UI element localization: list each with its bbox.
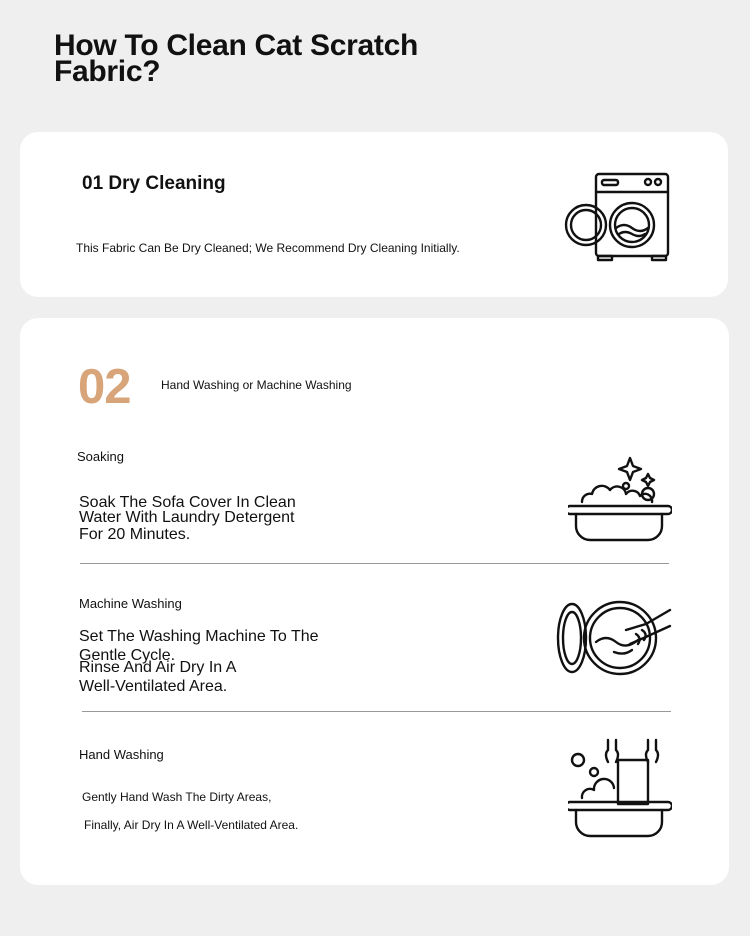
soaking-title: Soaking xyxy=(77,449,124,464)
washing-methods-card xyxy=(20,318,729,885)
machine-line-1: Set The Washing Machine To The xyxy=(79,628,319,645)
hand-washing-line-1: Gently Hand Wash The Dirty Areas, xyxy=(82,790,272,804)
step1-heading: 01 Dry Cleaning xyxy=(82,173,226,194)
machine-washing-text xyxy=(79,629,339,694)
soaking-text xyxy=(79,495,339,542)
dry-cleaning-card xyxy=(20,132,728,297)
machine-line-4: Well-Ventilated Area. xyxy=(79,678,228,695)
hand-washing-basin-icon xyxy=(568,738,672,840)
washing-machine-icon xyxy=(564,172,672,264)
machine-drum-hand-icon xyxy=(556,600,674,678)
step2-number: 02 xyxy=(78,360,131,414)
soaking-basin-icon xyxy=(568,456,672,546)
hand-washing-title: Hand Washing xyxy=(79,747,164,762)
soaking-line-2: Water With Laundry Detergent xyxy=(79,509,295,526)
step2-subtitle: Hand Washing or Machine Washing xyxy=(161,378,352,392)
divider-1 xyxy=(80,563,669,564)
page-title: How To Clean Cat Scratch Fabric? xyxy=(54,29,418,88)
machine-line-2: Gentle Cycle. xyxy=(79,647,176,664)
machine-line-3: Rinse And Air Dry In A xyxy=(79,659,237,676)
soaking-line-3: For 20 Minutes. xyxy=(79,526,191,543)
soaking-line-1: Soak The Sofa Cover In Clean xyxy=(79,494,296,511)
step1-description: This Fabric Can Be Dry Cleaned; We Recommend Dry Cleaning Initially. xyxy=(76,241,460,255)
hand-washing-line-2: Finally, Air Dry In A Well-Ventilated Area. xyxy=(84,818,299,832)
machine-washing-title: Machine Washing xyxy=(79,596,182,611)
divider-2 xyxy=(82,711,671,712)
